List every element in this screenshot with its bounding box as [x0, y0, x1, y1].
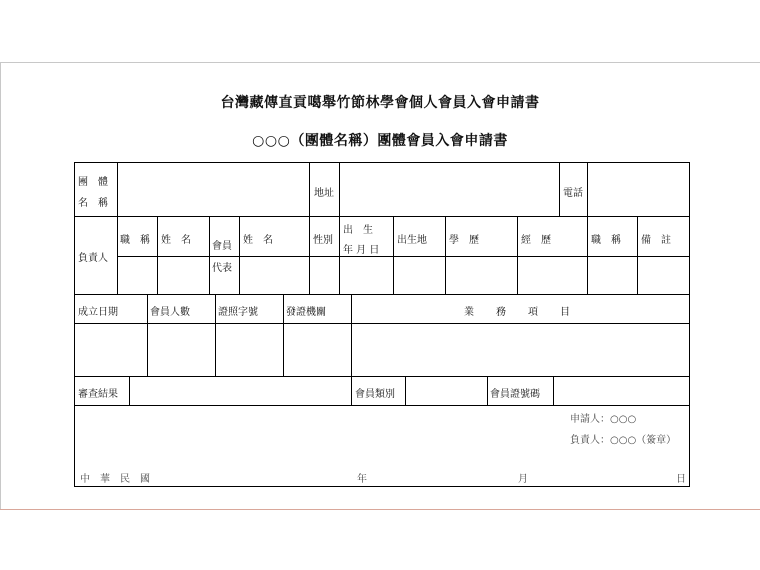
- col-divider: [129, 376, 130, 405]
- rep-title-label: 職 稱: [120, 235, 150, 246]
- col-divider: [637, 216, 638, 294]
- col-divider: [117, 216, 118, 294]
- col-divider: [405, 376, 406, 405]
- applicant-signature: 申請人：○○○: [570, 414, 637, 425]
- row-divider: [75, 323, 689, 324]
- col-divider: [209, 216, 210, 294]
- sheet-bottom-edge: [0, 509, 760, 510]
- responsible-person-label: 負責人: [78, 253, 108, 264]
- name-label: 姓 名: [243, 235, 273, 246]
- experience-label: 經 歷: [521, 235, 551, 246]
- member-rep-label-top: 會員: [212, 241, 232, 252]
- col-divider: [587, 216, 588, 294]
- row-divider: [75, 294, 689, 295]
- rep-name-label: 姓 名: [161, 235, 191, 246]
- row-divider: [75, 216, 689, 217]
- col-divider: [553, 376, 554, 405]
- birth-label-bottom: 年 月 日: [343, 245, 380, 256]
- gender-label: 性別: [313, 235, 333, 246]
- member-count-label: 會員人數: [150, 307, 190, 318]
- member-rep-label-bottom: 代表: [212, 263, 232, 274]
- row-divider: [75, 376, 689, 377]
- founded-date-label: 成立日期: [78, 307, 118, 318]
- address-label: 地址: [314, 188, 334, 199]
- org-name-label-bottom: 名 稱: [78, 198, 108, 209]
- member-type-label: 會員類別: [355, 389, 395, 400]
- col-divider: [587, 163, 588, 216]
- business-items-label: 業 務 項 目: [464, 307, 576, 318]
- member-id-label: 會員證號碼: [490, 389, 540, 400]
- col-divider: [147, 294, 148, 376]
- col-divider: [351, 294, 352, 376]
- col-divider: [517, 216, 518, 294]
- responsible-signature: 負責人：○○○（簽章）: [570, 435, 677, 446]
- sheet-top-edge: [0, 62, 760, 63]
- birthplace-label: 出生地: [397, 235, 427, 246]
- date-day-label: 日: [676, 474, 686, 485]
- col-divider: [445, 216, 446, 294]
- education-label: 學 歷: [449, 235, 479, 246]
- remarks-label: 備 註: [641, 235, 671, 246]
- org-name-label-top: 團 體: [78, 177, 108, 188]
- col-divider: [393, 216, 394, 294]
- date-month-label: 月: [518, 474, 528, 485]
- form-title: 台灣藏傳直貢噶舉竹節林學會個人會員入會申請書: [220, 95, 540, 111]
- col-divider: [215, 294, 216, 376]
- col-divider: [309, 163, 310, 216]
- col-divider: [487, 376, 488, 405]
- col-divider: [351, 376, 352, 405]
- application-form-table: [74, 162, 690, 487]
- issuing-authority-label: 發證機關: [286, 307, 326, 318]
- col-divider: [309, 216, 310, 294]
- col-divider: [283, 294, 284, 376]
- col-divider: [239, 216, 240, 294]
- date-roc-label: 中 華 民 國: [80, 474, 150, 485]
- col-divider: [157, 216, 158, 294]
- license-number-label: 證照字號: [218, 307, 258, 318]
- col-divider: [117, 163, 118, 216]
- col-divider: [559, 163, 560, 216]
- form-subtitle: ○○○（團體名稱）團體會員入會申請書: [252, 133, 508, 149]
- job-title-label: 職 稱: [591, 235, 621, 246]
- birth-label-top: 出 生: [343, 225, 373, 236]
- row-divider: [117, 256, 689, 257]
- phone-label: 電話: [563, 188, 583, 199]
- row-divider: [75, 405, 689, 406]
- col-divider: [339, 163, 340, 216]
- col-divider: [339, 216, 340, 294]
- review-result-label: 審查結果: [78, 389, 118, 400]
- date-year-label: 年: [357, 474, 367, 485]
